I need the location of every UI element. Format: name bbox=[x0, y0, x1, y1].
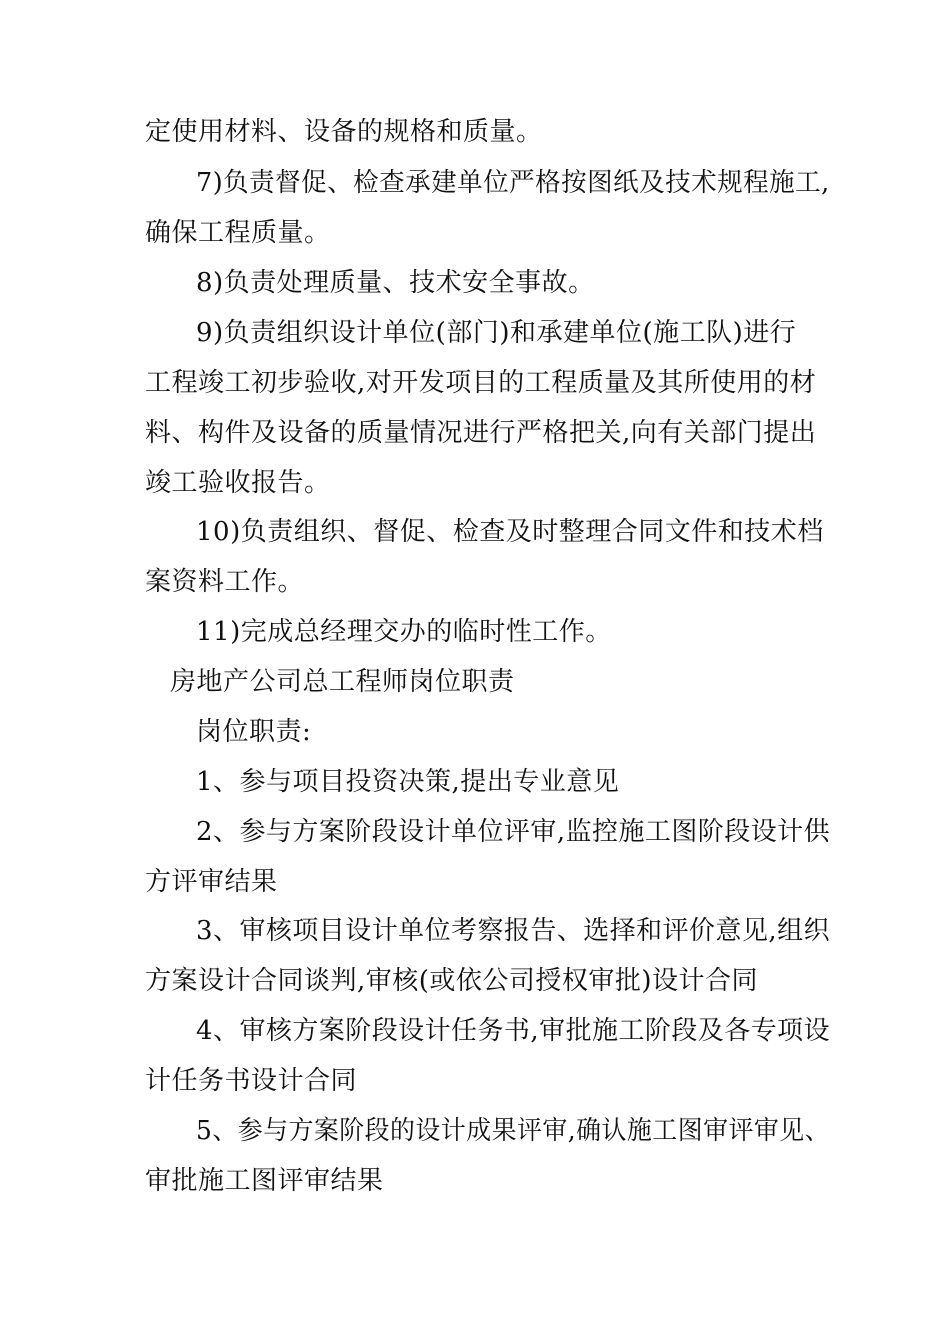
text-line: 8)负责处理质量、技术安全事故。 bbox=[196, 268, 595, 298]
section-title: 房地产公司总工程师岗位职责 bbox=[170, 667, 515, 697]
text-line: 审批施工图评审结果 bbox=[145, 1166, 384, 1196]
text-line: 料、构件及设备的质量情况进行严格把关,向有关部门提出 bbox=[145, 418, 817, 448]
text-line: 计任务书设计合同 bbox=[145, 1066, 358, 1096]
text-line: 10)负责组织、督促、检查及时整理合同文件和技术档 bbox=[196, 517, 824, 547]
text-line: 4、审核方案阶段设计任务书,审批施工阶段及各专项设 bbox=[196, 1016, 831, 1046]
text-line: 3、审核项目设计单位考察报告、选择和评价意见,组织 bbox=[196, 916, 831, 946]
text-line: 案资料工作。 bbox=[145, 567, 305, 597]
text-line: 11)完成总经理交办的临时性工作。 bbox=[196, 617, 612, 647]
text-line: 定使用材料、设备的规格和质量。 bbox=[145, 117, 543, 147]
text-line: 2、参与方案阶段设计单位评审,监控施工图阶段设计供 bbox=[196, 817, 831, 847]
text-line: 1、参与项目投资决策,提出专业意见 bbox=[196, 767, 620, 797]
text-line: 方案设计合同谈判,审核(或依公司授权审批)设计合同 bbox=[145, 966, 759, 996]
text-line: 竣工验收报告。 bbox=[145, 468, 331, 498]
text-line: 5、参与方案阶段的设计成果评审,确认施工图审评审见、 bbox=[196, 1116, 831, 1146]
text-line: 工程竣工初步验收,对开发项目的工程质量及其所使用的材 bbox=[145, 368, 817, 398]
text-line: 方评审结果 bbox=[145, 867, 278, 897]
text-line: 确保工程质量。 bbox=[145, 218, 331, 248]
text-line: 岗位职责: bbox=[196, 717, 312, 747]
text-line: 7)负责督促、检查承建单位严格按图纸及技术规程施工, bbox=[196, 168, 830, 198]
text-line: 9)负责组织设计单位(部门)和承建单位(施工队)进行 bbox=[196, 318, 797, 348]
